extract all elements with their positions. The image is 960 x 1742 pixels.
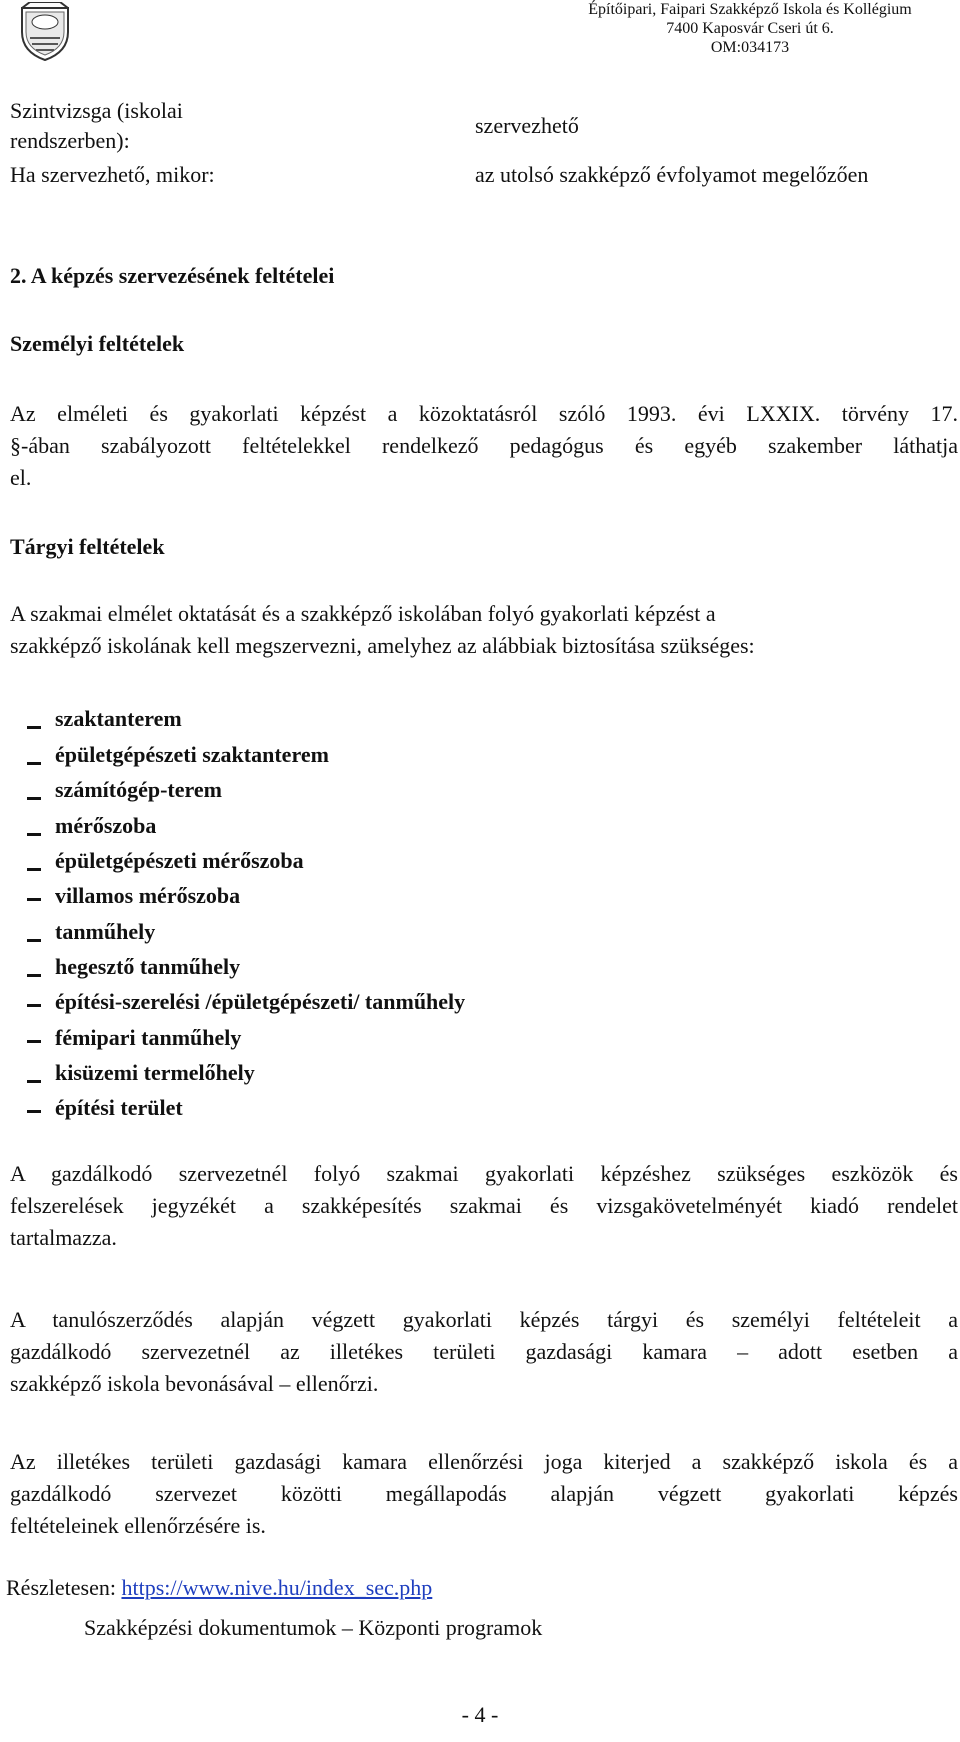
list-item [0, 880, 700, 912]
text-line: felszerelések jegyzékét a szakképesítés szakmai és vizsgakövetelményét kiadó rendelet [10, 1193, 958, 1218]
text-line: A szakmai elmélet oktatását és a szakképző iskolában folyó gyakorlati képzést a [10, 601, 716, 626]
dash-bullet-icon [27, 833, 41, 836]
list-item-label: villamos mérőszoba [55, 883, 241, 908]
list-item-label: tanműhely [55, 919, 156, 944]
text-line: szakképző iskola bevonásával – ellenőrzi. [10, 1371, 379, 1396]
page-number: - 4 - [461, 1702, 499, 1727]
nive-link[interactable]: https://www.nive.hu/index_sec.php [121, 1575, 433, 1600]
details-line [6, 1572, 432, 1604]
text-line: Az elméleti és gyakorlati képzést a közoktatásról szóló 1993. évi LXXIX. törvény 17. [10, 401, 958, 426]
list-item-label: szaktanterem [55, 706, 182, 731]
text-line: gazdálkodó szervezet közötti megállapodás alapján végzett gyakorlati képzés [10, 1481, 958, 1506]
dash-bullet-icon [27, 1040, 41, 1043]
list-item [0, 1057, 700, 1089]
dash-bullet-icon [27, 762, 41, 765]
dash-bullet-icon [27, 974, 41, 977]
list-item-label: épületgépészeti szaktanterem [55, 742, 329, 767]
list-item [0, 739, 700, 771]
list-item-label: építési-szerelési /épületgépészeti/ tanműhely [55, 989, 466, 1014]
szervezheto-mikor-label: Ha szervezhető, mikor: [10, 162, 215, 187]
dash-bullet-icon [27, 1004, 41, 1007]
list-item [0, 1092, 700, 1124]
szervezheto-mikor-value: az utolsó szakképző évfolyamot megelőzően [475, 162, 869, 187]
list-item-label: mérőszoba [55, 813, 157, 838]
header-address: 7400 Kaposvár Cseri út 6. [666, 20, 834, 37]
targyi-feltetelek-text [10, 598, 958, 662]
list-item-label: fémipari tanműhely [55, 1025, 242, 1050]
list-item [0, 703, 700, 735]
document-header [540, 0, 960, 57]
details-label: Részletesen: [6, 1575, 122, 1600]
list-item-label: épületgépészeti mérőszoba [55, 848, 304, 873]
list-item-label: hegesztő tanműhely [55, 954, 241, 979]
dash-bullet-icon [27, 939, 41, 942]
eszkozok-paragraph [10, 1158, 958, 1254]
list-item [0, 774, 700, 806]
text-line: A tanulószerződés alapján végzett gyakorlati képzés tárgyi és személyi feltételeit a [10, 1307, 958, 1332]
list-item [0, 845, 700, 877]
section-title: 2. A képzés szervezésének feltételei [10, 263, 335, 288]
text-line: Az illetékes területi gazdasági kamara ellenőrzési joga kiterjed a szakképző iskola és a [10, 1449, 958, 1474]
szemelyi-feltetelek-text [10, 398, 958, 494]
list-item-label: építési terület [55, 1095, 183, 1120]
text-line: szakképző iskolának kell megszervezni, amelyhez az alábbiak biztosítása szükséges: [10, 633, 755, 658]
szintvizsga-values [475, 96, 895, 190]
dash-bullet-icon [27, 898, 41, 901]
list-item [0, 810, 700, 842]
szintvizsga-label: Szintvizsga (iskolai rendszerben): [10, 98, 183, 153]
list-item [0, 916, 700, 948]
dash-bullet-icon [27, 868, 41, 871]
text-line: tartalmazza. [10, 1225, 117, 1250]
text-line: gazdálkodó szervezetnél az illetékes területi gazdasági kamara – adott esetben a [10, 1339, 958, 1364]
list-item [0, 986, 700, 1018]
tanuloszerzodes-paragraph [10, 1304, 958, 1400]
list-item-label: számítógép-terem [55, 777, 222, 802]
dash-bullet-icon [27, 726, 41, 729]
header-school-name: Építőipari, Faipari Szakképző Iskola és Kollégium [588, 1, 912, 18]
kamara-paragraph [10, 1446, 958, 1542]
school-logo [18, 2, 72, 62]
targyi-feltetelek-heading: Tárgyi feltételek [10, 534, 165, 559]
szintvizsga-labels [10, 96, 310, 190]
text-line: el. [10, 465, 32, 490]
details-path: Szakképzési dokumentumok – Központi programok [84, 1615, 543, 1640]
text-line: feltételeinek ellenőrzésére is. [10, 1513, 266, 1538]
text-line: §-ában szabályozott feltételekkel rendelkező pedagógus és egyéb szakember láthatja [10, 433, 958, 458]
szemelyi-feltetelek-heading: Személyi feltételek [10, 331, 185, 356]
list-item [0, 951, 700, 983]
list-item [0, 1022, 700, 1054]
dash-bullet-icon [27, 1080, 41, 1083]
text-line: A gazdálkodó szervezetnél folyó szakmai gyakorlati képzéshez szükséges eszközök és [10, 1161, 958, 1186]
dash-bullet-icon [27, 1110, 41, 1113]
dash-bullet-icon [27, 797, 41, 800]
szintvizsga-value: szervezhető [475, 113, 579, 138]
list-item-label: kisüzemi termelőhely [55, 1060, 255, 1085]
header-om-code: OM:034173 [710, 39, 790, 56]
